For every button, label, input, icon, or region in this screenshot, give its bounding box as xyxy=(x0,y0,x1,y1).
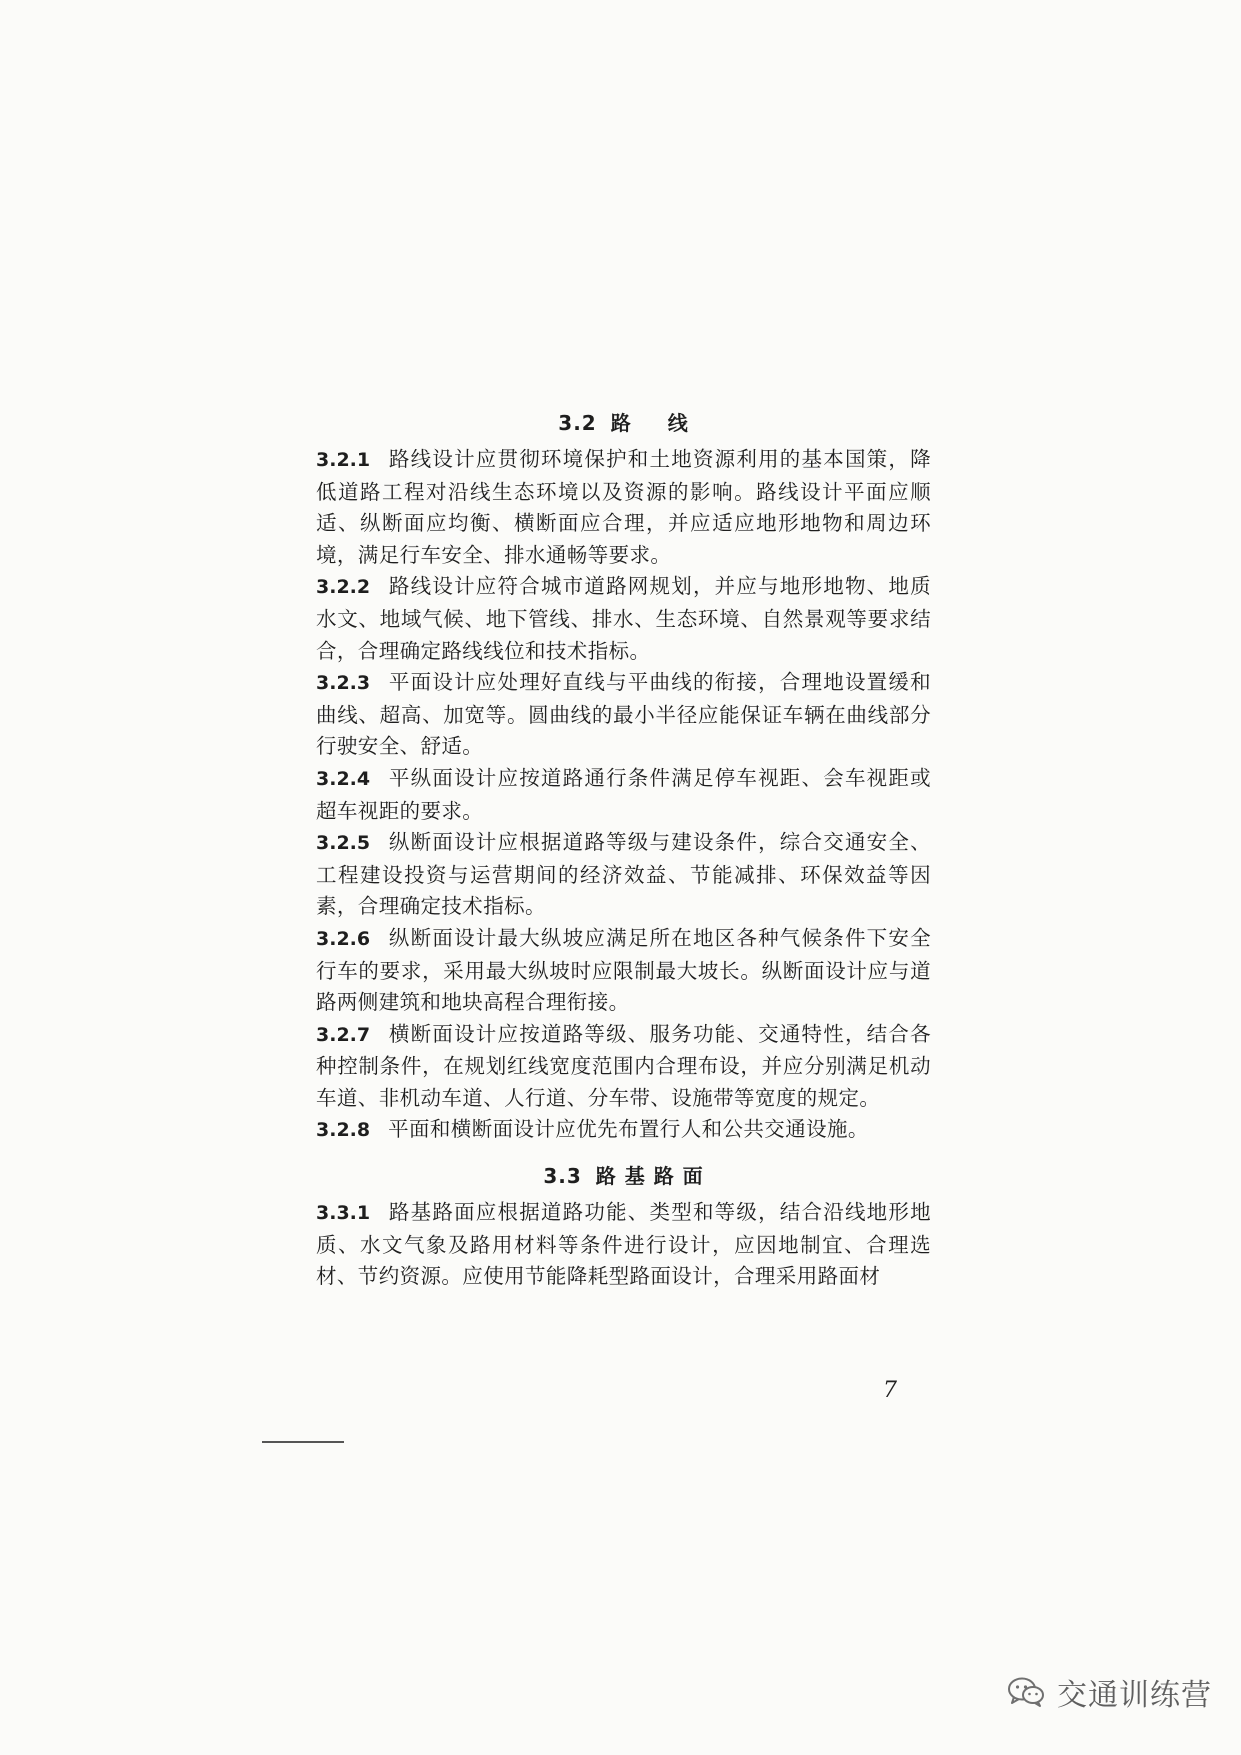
clause-3-2-4 xyxy=(316,763,931,827)
watermark xyxy=(1007,1670,1212,1714)
clause-number: 3.3.1 xyxy=(316,1202,371,1225)
section-title-part: 路 xyxy=(610,411,632,435)
clause-text: 横断面设计应按道路等级、服务功能、交通特性，结合各种控制条件，在规划红线宽度范围内合理布设，并应分别满足机动车道、非机动车道、人行道、分车带、设施带等宽度的规定。 xyxy=(316,1021,931,1110)
clause-number: 3.2.7 xyxy=(316,1023,371,1046)
clause-number: 3.2.4 xyxy=(316,767,371,790)
clause-text: 平纵面设计应按道路通行条件满足停车视距、会车视距或超车视距的要求。 xyxy=(316,765,931,823)
clause-number: 3.2.6 xyxy=(316,927,371,950)
clause-number: 3.2.8 xyxy=(316,1119,371,1142)
clause-3-2-5 xyxy=(316,827,931,923)
clause-number: 3.2.3 xyxy=(316,672,371,695)
clause-3-2-3 xyxy=(316,667,931,763)
scan-edge-line xyxy=(262,1441,344,1443)
clause-text: 纵断面设计应根据道路等级与建设条件，综合交通安全、工程建设投资与运营期间的经济效益、节能减排、环保效益等因素，合理确定技术指标。 xyxy=(316,830,931,919)
section-heading-3-3 xyxy=(316,1161,931,1191)
clause-text: 平面和横断面设计应优先布置行人和公共交通设施。 xyxy=(388,1117,869,1142)
clause-text: 纵断面设计最大纵坡应满足所在地区各种气候条件下安全行车的要求，采用最大纵坡时应限制最大坡长。纵断面设计应与道路两侧建筑和地块高程合理衔接。 xyxy=(316,925,931,1015)
section-title: 路 基 路 面 xyxy=(595,1164,704,1189)
section-number: 3.3 xyxy=(543,1164,582,1189)
clause-3-2-7 xyxy=(316,1019,931,1115)
clause-text: 平面设计应处理好直线与平曲线的衔接，合理地设置缓和曲线、超高、加宽等。圆曲线的最小半径应能保证车辆在曲线部分行驶安全、舒适。 xyxy=(316,670,931,759)
clause-3-2-2 xyxy=(316,571,931,667)
section-number: 3.2 xyxy=(558,411,597,435)
section-heading-3-2 xyxy=(316,408,931,438)
clause-3-2-1 xyxy=(316,444,931,571)
clause-text: 路线设计应贯彻环境保护和土地资源利用的基本国策，降低道路工程对沿线生态环境以及资源的影响。路线设计平面应顺适、纵断面应均衡、横断面应合理，并应适应地形地物和周边环境，满足行车安全、排水通畅等要求。 xyxy=(316,447,931,567)
clause-3-2-8 xyxy=(316,1114,931,1147)
clause-3-2-6 xyxy=(316,923,931,1019)
clause-text: 路线设计应符合城市道路网规划，并应与地形地物、地质水文、地域气候、地下管线、排水、生态环境、自然景观等要求结合，合理确定路线线位和技术指标。 xyxy=(316,574,931,663)
section-title-part: 线 xyxy=(667,411,689,435)
clause-text: 路基路面应根据道路功能、类型和等级，结合沿线地形地质、水文气象及路用材料等条件进行设计，应因地制宜、合理选材、节约资源。应使用节能降耗型路面设计，合理采用路面材 xyxy=(316,1200,931,1289)
wechat-icon xyxy=(1007,1676,1045,1708)
clause-number: 3.2.5 xyxy=(316,832,371,855)
clause-3-3-1 xyxy=(316,1197,931,1293)
clause-number: 3.2.2 xyxy=(316,576,371,599)
page-number: 7 xyxy=(883,1378,897,1403)
clause-number: 3.2.1 xyxy=(316,449,371,471)
watermark-text: 交通训练营 xyxy=(1057,1678,1212,1713)
document-body xyxy=(316,408,931,1293)
